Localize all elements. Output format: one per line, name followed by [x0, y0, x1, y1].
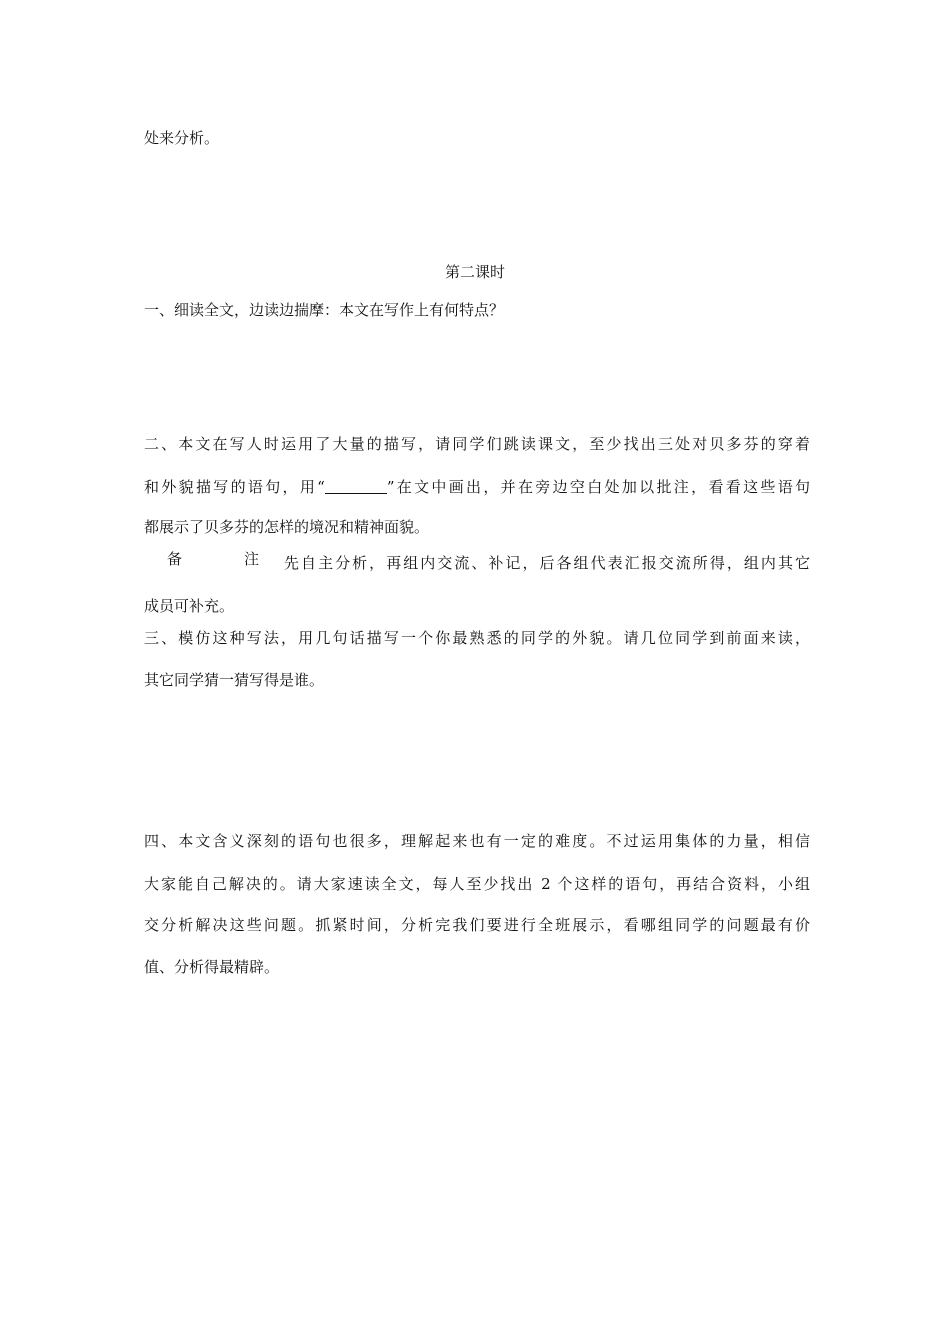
previous-text-tail: 处来分析。 [144, 129, 220, 147]
question-1: 一、细读全文，边读边揣摩：本文在写作上有何特点？ [144, 301, 505, 319]
note-label-b: 注 [244, 550, 260, 568]
question-2-text-before: 和外貌描写的语句，用“ [144, 478, 325, 496]
lesson-title: 第二课时 [444, 263, 505, 281]
note-label-a: 备 [167, 550, 183, 568]
note-text: 先自主分析，再组内交流、补记，后各组代表汇报交流所得，组内其它 [284, 554, 810, 572]
underline-mark [325, 479, 387, 494]
question-2-text-after: ”在文中画出，并在旁边空白处加以批注，看看这些语句 [386, 478, 811, 496]
note-text-continued: 成员可补充。 [144, 597, 235, 615]
